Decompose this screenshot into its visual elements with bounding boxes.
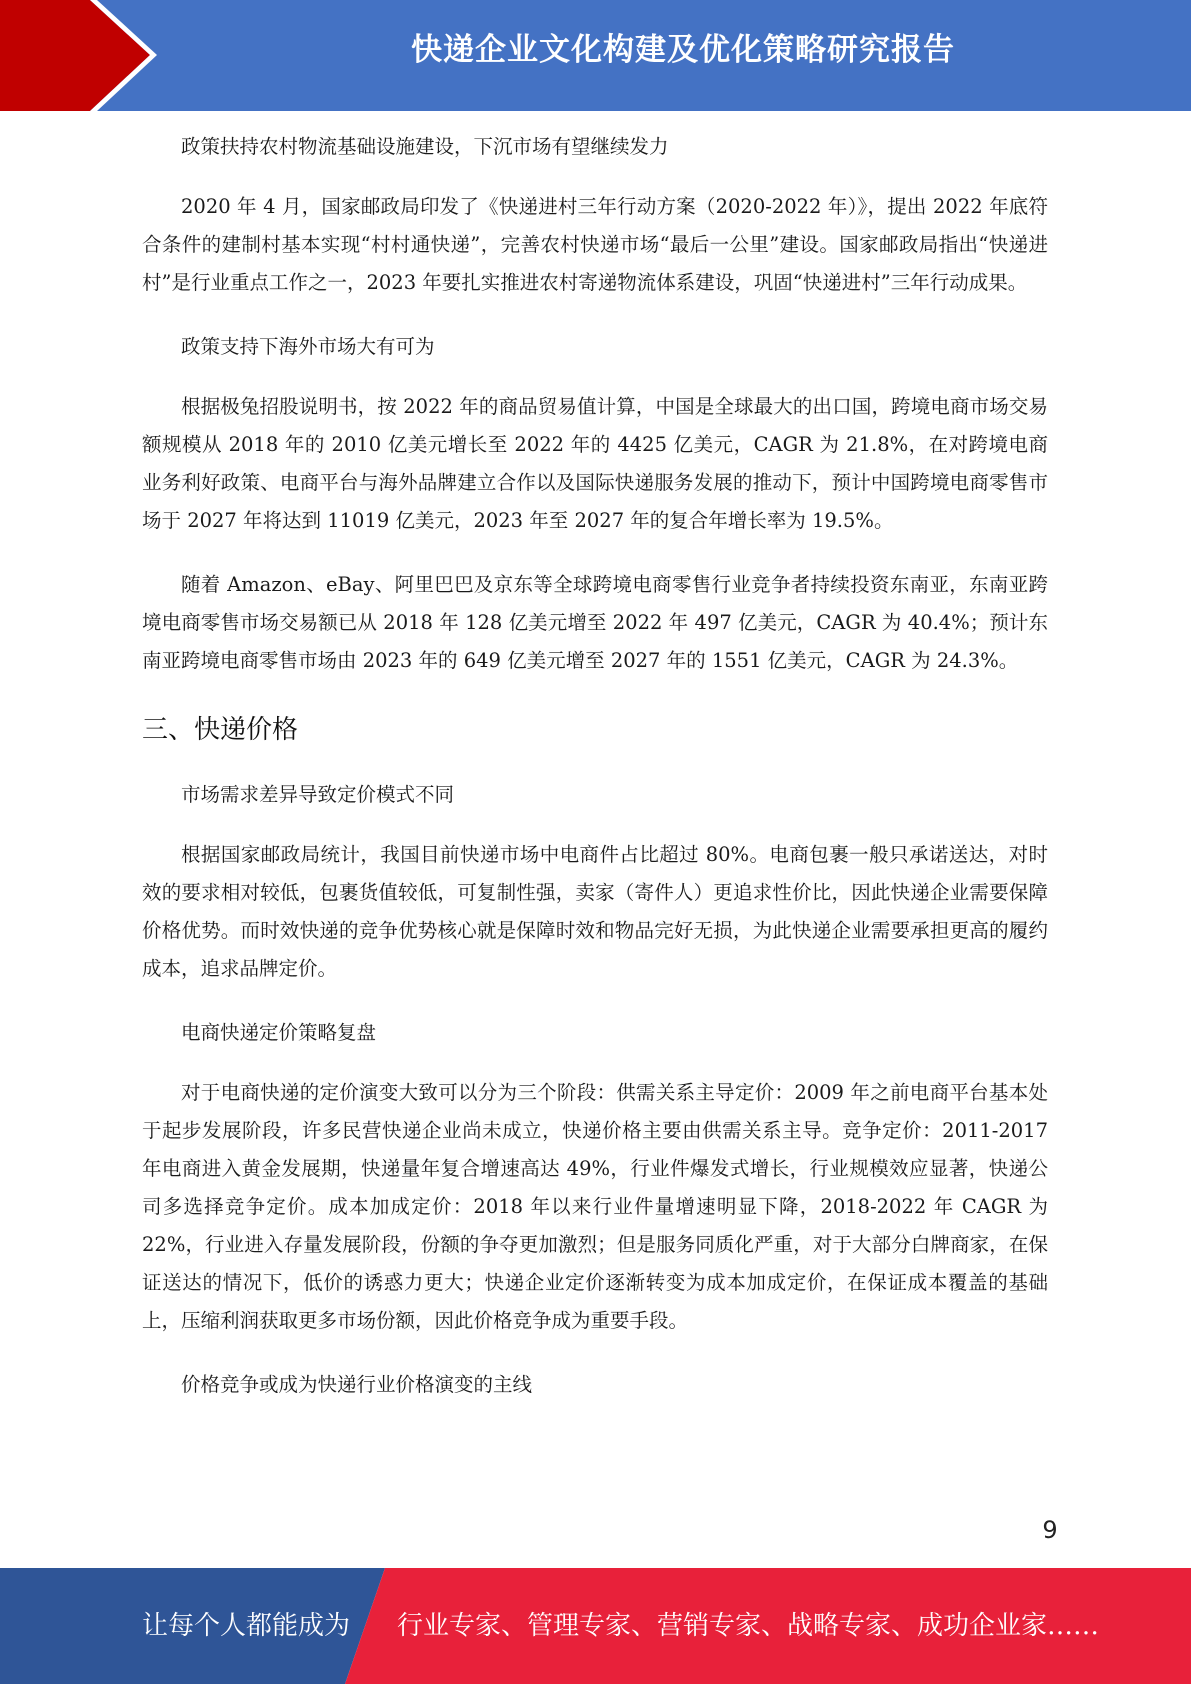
subheading-pricing-review: 电商快递定价策略复盘 (181, 1021, 377, 1044)
paragraph-rural-express: 2020 年 4 月，国家邮政局印发了《快递进村三年行动方案（2020-2022 年）》，提出 2022 年底符合条件的建制村基本实现“村村通快递”，完善农村快递市场“最后一公里”建设。国家邮政局指出“快递进村”是行业重点工作之一，2023 年要扎实推进农村寄递物流体系建设，巩固“快递进村”三年行动成果。 (142, 195, 1048, 294)
subheading-rural-policy: 政策扶持农村物流基础设施建设，下沉市场有望继续发力 (181, 135, 669, 158)
footer-slogan-left: 让每个人都能成为 (142, 1611, 351, 1641)
paragraph-southeast-asia: 随着 Amazon、eBay、阿里巴巴及京东等全球跨境电商零售行业竞争者持续投资东南亚，东南亚跨境电商零售市场交易额已从 2018 年 128 亿美元增至 2022 年 497 亿美元，CAGR 为 40.4%；预计东南亚跨境电商零售市场由 2023 年的 649 亿美元增至 2027 年的 1551 亿美元，CAGR 为 24.3%。 (142, 573, 1048, 672)
report-title: 快递企业文化构建及优化策略研究报告 (411, 32, 955, 68)
paragraph-pricing-stages: 对于电商快递的定价演变大致可以分为三个阶段：供需关系主导定价：2009 年之前电商平台基本处于起步发展阶段，许多民营快递企业尚未成立，快递价格主要由供需关系主导。竞争定价：2011-2017 年电商进入黄金发展期，快递量年复合增速高达 49%，行业件爆发式增长，行业规模效应显著，快递公司多选择竞争定价。成本加成定价：2018 年以来行业件量增速明显下降，2018-2022 年 CAGR 为 22%，行业进入存量发展阶段，份额的争夺更加激烈；但是服务同质化严重，对于大部分白牌商家，在保证送达的情况下，低价的诱惑力更大；快递企业定价逐渐转变为成本加成定价，在保证成本覆盖的基础上，压缩利润获取更多市场份额，因此价格竞争成为重要手段。 (142, 1081, 1048, 1332)
paragraph-cross-border-china: 根据极兔招股说明书，按 2022 年的商品贸易值计算，中国是全球最大的出口国，跨境电商市场交易额规模从 2018 年的 2010 亿美元增长至 2022 年的 4425 亿美元，CAGR 为 21.8%，在对跨境电商业务利好政策、电商平台与海外品牌建立合作以及国际快递服务发展的推动下，预计中国跨境电商零售市场于 2027 年将达到 11019 亿美元，2023 年至 2027 年的复合年增长率为 19.5%。 (142, 395, 1048, 532)
subheading-overseas-market: 政策支持下海外市场大有可为 (181, 335, 435, 358)
section-heading: 三、快递价格 (142, 715, 299, 745)
document-body (142, 128, 1048, 1426)
subheading-price-competition: 价格竞争或成为快递行业价格演变的主线 (181, 1373, 533, 1396)
paragraph-market-demand: 根据国家邮政局统计，我国目前快递市场中电商件占比超过 80%。电商包裹一般只承诺送达，对时效的要求相对较低，包裹货值较低，可复制性强，卖家（寄件人）更追求性价比，因此快递企业需要保障价格优势。而时效快递的竞争优势核心就是保障时效和物品完好无损，为此快递企业需要承担更高的履约成本，追求品牌定价。 (142, 843, 1048, 980)
page-number: 9 (1042, 1516, 1058, 1544)
header-chevron-decoration (0, 0, 160, 111)
footer-slogan-right: 行业专家、管理专家、营销专家、战略专家、成功企业家…… (397, 1611, 1100, 1641)
subheading-pricing-models: 市场需求差异导致定价模式不同 (181, 783, 455, 806)
page-footer (0, 1568, 1191, 1684)
page-header (0, 0, 1191, 111)
